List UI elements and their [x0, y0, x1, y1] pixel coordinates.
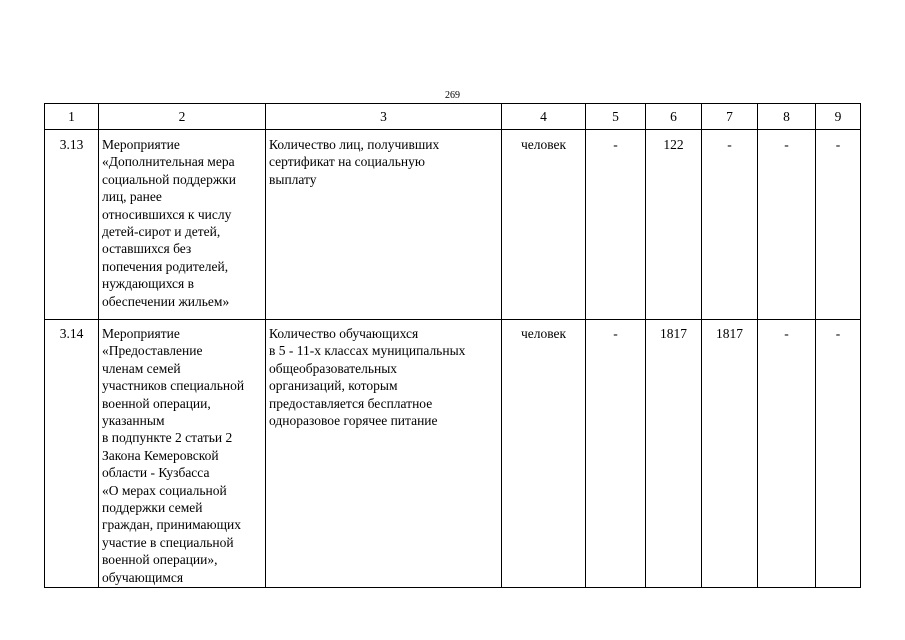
- header-cell: 2: [99, 104, 266, 130]
- event-line: лиц, ранее: [102, 189, 162, 205]
- indicator-line: Количество лиц, получивших: [269, 137, 440, 152]
- event-line: участников специальной: [102, 378, 245, 394]
- value-cell: -: [586, 130, 646, 320]
- event-line: военной операции»,: [102, 552, 218, 568]
- header-cell: 6: [646, 104, 702, 130]
- header-cell: 8: [758, 104, 816, 130]
- event-line: попечения родителей,: [102, 258, 229, 274]
- value-cell: 1817: [702, 320, 758, 588]
- value-cell: -: [816, 130, 861, 320]
- event-line: Мероприятие: [102, 137, 180, 152]
- page-number: 269: [445, 90, 460, 101]
- row-number: 3.14: [45, 320, 99, 588]
- indicator-description: [266, 320, 502, 588]
- value-cell: 122: [646, 130, 702, 320]
- event-line: Закона Кемеровской: [102, 447, 219, 463]
- table-row: [45, 130, 861, 320]
- event-line: детей-сирот и детей,: [102, 224, 221, 240]
- event-line: «Дополнительная мера: [102, 154, 235, 170]
- event-line: указанным: [102, 413, 165, 429]
- header-cell: 1: [45, 104, 99, 130]
- event-description: [99, 320, 266, 588]
- event-line: относившихся к числу: [102, 206, 232, 222]
- value-cell: -: [758, 130, 816, 320]
- event-line: «О мерах социальной: [102, 482, 227, 498]
- event-line: обеспечении жильем»: [102, 293, 230, 309]
- header-cell: 4: [502, 104, 586, 130]
- header-cell: 5: [586, 104, 646, 130]
- indicator-line: предоставляется бесплатное: [269, 395, 433, 411]
- value-cell: -: [702, 130, 758, 320]
- event-line: «Предоставление: [102, 343, 203, 359]
- value-cell: 1817: [646, 320, 702, 588]
- indicator-line: общеобразовательных: [269, 360, 398, 376]
- event-line: военной операции,: [102, 395, 211, 411]
- event-line: поддержки семей: [102, 500, 203, 516]
- header-row: [45, 104, 861, 130]
- event-line: членам семей: [102, 360, 181, 376]
- header-cell: 7: [702, 104, 758, 130]
- event-line: обучающимся: [102, 569, 184, 585]
- event-line: Мероприятие: [102, 326, 180, 341]
- indicator-line: выплату: [269, 171, 317, 187]
- event-line: граждан, принимающих: [102, 517, 241, 533]
- event-line: социальной поддержки: [102, 171, 236, 187]
- event-line: в подпункте 2 статьи 2: [102, 430, 233, 446]
- value-cell: -: [758, 320, 816, 588]
- unit-cell: человек: [502, 320, 586, 588]
- indicators-table: [44, 103, 861, 588]
- value-cell: -: [586, 320, 646, 588]
- header-cell: 9: [816, 104, 861, 130]
- unit-cell: человек: [502, 130, 586, 320]
- event-line: оставшихся без: [102, 241, 192, 257]
- table-row: [45, 320, 861, 588]
- header-cell: 3: [266, 104, 502, 130]
- row-number: 3.13: [45, 130, 99, 320]
- event-line: нуждающихся в: [102, 276, 195, 292]
- event-line: области - Кузбасса: [102, 465, 210, 481]
- indicator-line: одноразовое горячее питание: [269, 413, 438, 429]
- event-description: [99, 130, 266, 320]
- indicator-line: сертификат на социальную: [269, 154, 425, 170]
- value-cell: -: [816, 320, 861, 588]
- indicator-line: организаций, которым: [269, 378, 398, 394]
- indicator-description: [266, 130, 502, 320]
- indicator-line: Количество обучающихся: [269, 326, 419, 341]
- event-line: участие в специальной: [102, 534, 234, 550]
- indicator-line: в 5 - 11-х классах муниципальных: [269, 343, 466, 359]
